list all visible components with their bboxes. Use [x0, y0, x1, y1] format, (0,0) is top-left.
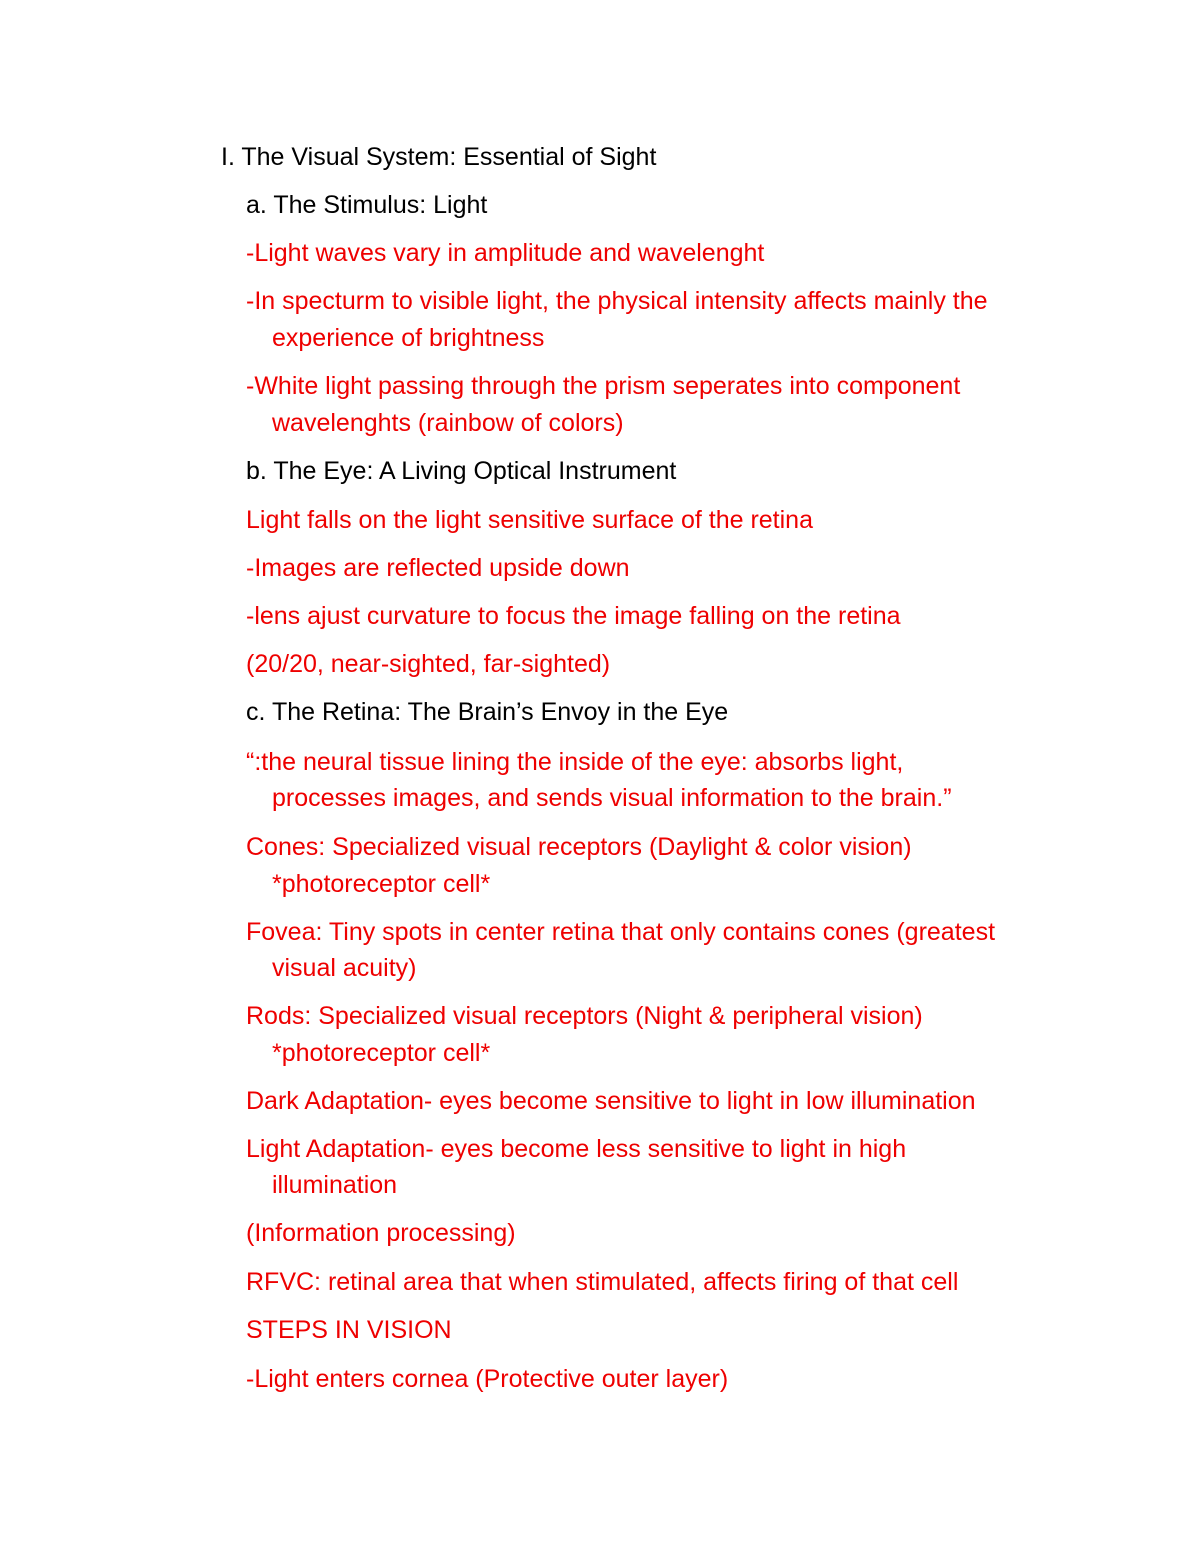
note-line-continuation: wavelenghts (rainbow of colors) [272, 409, 624, 437]
note-line-continuation: *photoreceptor cell* [272, 1039, 491, 1067]
note-line: -Images are reflected upside down [246, 554, 630, 582]
note-line-continuation: processes images, and sends visual information to the brain.” [272, 784, 952, 812]
note-line: -lens ajust curvature to focus the image falling on the retina [246, 602, 901, 630]
note-line: -Light enters cornea (Protective outer layer) [246, 1365, 729, 1393]
note-line-continuation: visual acuity) [272, 954, 417, 982]
note-line: RFVC: retinal area that when stimulated, affects firing of that cell [246, 1268, 959, 1296]
note-line: -In specturm to visible light, the physical intensity affects mainly the [246, 287, 988, 315]
note-line: Fovea: Tiny spots in center retina that only contains cones (greatest [246, 918, 996, 946]
steps-heading: STEPS IN VISION [246, 1316, 452, 1344]
note-line: -Light waves vary in amplitude and wavelenght [246, 239, 765, 267]
note-line: (20/20, near-sighted, far-sighted) [246, 650, 611, 678]
section-a-heading: a. The Stimulus: Light [246, 191, 488, 219]
section-c-heading: c. The Retina: The Brain’s Envoy in the Eye [246, 698, 729, 726]
note-line-continuation: experience of brightness [272, 324, 545, 352]
note-line: Dark Adaptation- eyes become sensitive to light in low illumination [246, 1087, 976, 1115]
note-line-continuation: *photoreceptor cell* [272, 870, 491, 898]
note-line: Rods: Specialized visual receptors (Night & peripheral vision) [246, 1002, 923, 1030]
note-line: Light falls on the light sensitive surface of the retina [246, 506, 813, 534]
note-line: Light Adaptation- eyes become less sensitive to light in high [246, 1135, 907, 1163]
note-line-continuation: illumination [272, 1171, 398, 1199]
note-line: Cones: Specialized visual receptors (Daylight & color vision) [246, 833, 912, 861]
section-b-heading: b. The Eye: A Living Optical Instrument [246, 457, 677, 485]
note-line: -White light passing through the prism seperates into component [246, 372, 961, 400]
outline-title: I. The Visual System: Essential of Sight [221, 143, 657, 171]
note-line: (Information processing) [246, 1219, 516, 1247]
note-line: “:the neural tissue lining the inside of the eye: absorbs light, [246, 748, 904, 776]
